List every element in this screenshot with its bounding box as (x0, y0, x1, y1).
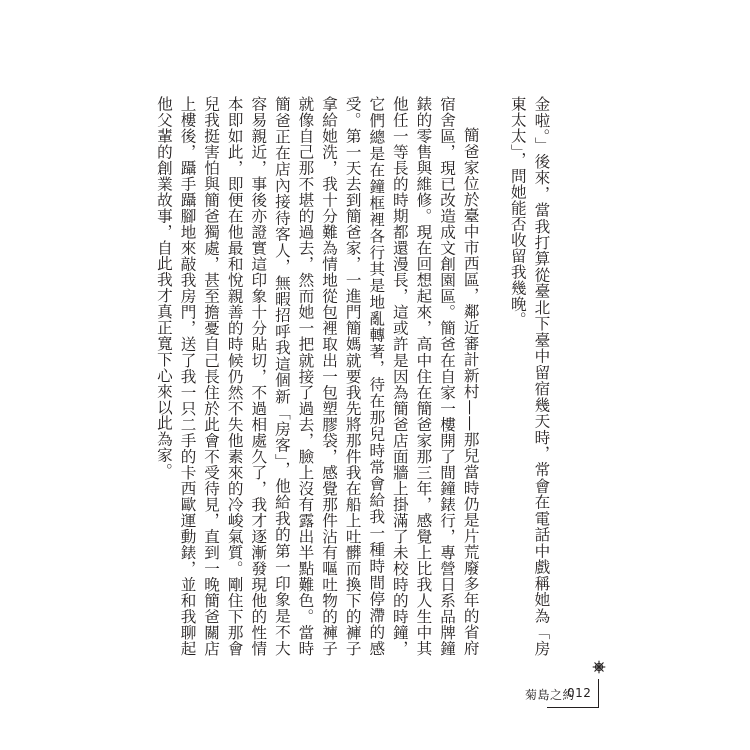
paragraph: 簡爸家位於臺中市西區，鄰近審計新村——那兒當時仍是片荒廢多年的省府宿舍區，現已改造成文創園區。簡爸在自家一樓開了間鐘錶行，專營日系品牌鐘錶的零售與維修。現在回想起來，高中住在簡爸家那三年，感覺上比我人生中其他任一等長的時期都還漫長，這或許是因為簡爸店面牆上掛滿了未校時的時鐘，它們總是在鐘框裡各行其是地亂轉著，待在那兒時常會給我一種時間停滯的感受。第一天去到簡爸家，一進門簡媽就要我先將那件我在船上吐髒而換下的褲子拿給她洗，我十分難為情地從包裡取出一包塑膠袋，感覺那件沾有嘔吐物的褲子就像自己那不堪的過去，然而她一把就接了過去，臉上沒有露出半點難色。當時簡爸正在店內接待客人，無暇招呼我這個新「房客」，他給我的第一印象是不大容易親近，事後亦證實這印象十分貼切，不過相處久了，我才逐漸發現他的性情本即如此，即便在他最和悅親善的時候仍然不失他素來的冷峻氣質。剛住下那會兒我挺害怕與簡爸獨處，甚至擔憂自己長住於此會不受待見，直到一晚簡爸關店上樓後，躡手躡腳地來敲我房門，送了我一只二手的卡西歐運動錶，並和我聊起他父輩的創業故事，自此我才真正寬下心來以此為家。 (154, 96, 480, 656)
paragraph: 金啦。」後來，當我打算從臺北下臺中留宿幾天時，常會在電話中戲稱她為「房東太太」，問她能否收留我幾晚。 (508, 96, 551, 656)
ship-wheel-icon (592, 660, 606, 674)
footer-rule (547, 707, 599, 708)
footer-rule-vertical (598, 679, 599, 708)
running-title: 菊島之約 (525, 688, 576, 702)
page-number: 012 (567, 686, 592, 700)
body-text (154, 96, 576, 656)
